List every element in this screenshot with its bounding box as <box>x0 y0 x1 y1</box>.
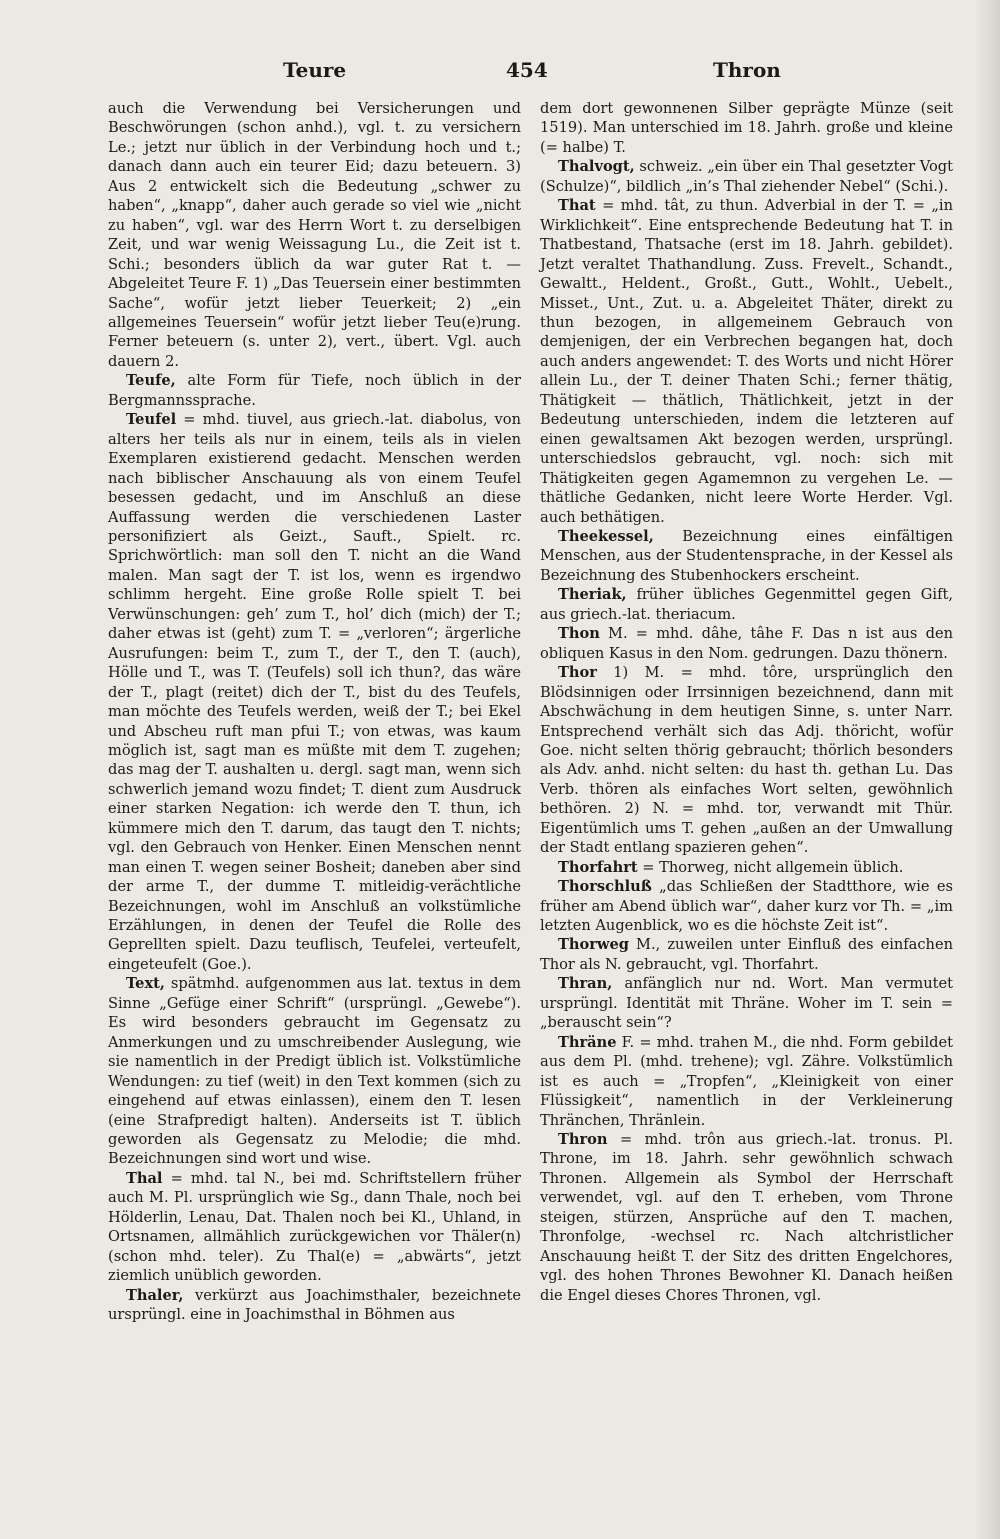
right-text-column <box>540 99 953 1305</box>
dictionary-entry <box>108 410 521 974</box>
entry-body: schweiz. „ein über ein Thal gesetzter Vogt (Schulze)“, bildlich „in’s Thal ziehender Nebel“ (Schi.). <box>540 158 953 195</box>
continued-text <box>540 99 953 157</box>
dictionary-entry <box>540 527 953 585</box>
header-last-word: Thron <box>713 58 781 82</box>
entry-headword: Thaler, <box>126 1286 184 1304</box>
dictionary-entry <box>108 1169 521 1286</box>
entry-headword: Teufe, <box>126 372 176 390</box>
dictionary-entry <box>540 877 953 935</box>
entry-headword: Thon <box>558 625 600 643</box>
dictionary-entry <box>540 585 953 624</box>
entry-headword: Thräne <box>558 1033 617 1051</box>
entry-headword: Thron <box>558 1131 608 1149</box>
dictionary-entry <box>540 858 953 877</box>
binding-shadow <box>974 0 1000 1539</box>
page-number: 454 <box>506 58 548 82</box>
dictionary-entry <box>540 157 953 196</box>
entry-body: „das Schließen der Stadtthore, wie es früher am Abend üblich war“, daher kurz vor Th. = „im letzten Augenblick, wo es die höchste Zeit ist“. <box>540 878 953 935</box>
entry-body: M., zuweilen unter Einfluß des einfachen Thor als N. gebraucht, vgl. Thorfahrt. <box>540 936 953 973</box>
dictionary-entry <box>540 1130 953 1305</box>
dictionary-entry <box>540 1033 953 1130</box>
entry-body: 1) M. = mhd. tôre, ursprünglich den Blödsinnigen oder Irrsinnigen bezeichnend, dann mit Abschwächung in dem heutigen Sinne, s. unter Narr. Entsprechend verhält sich das Adj. thöricht, wofür Goe. nicht selten thörig gebraucht; thörlich besonders als Adv. anhd. nicht selten: du hast th. gethan Lu. Das Verb. thören als einfaches Wort selten, gewöhnlich bethören. 2) N. = mhd. tor, verwandt mit Thür. Eigentümlich ums T. gehen „außen an der Umwallung der Stadt entlang spazieren gehen“. <box>540 664 953 857</box>
entry-headword: Theekessel, <box>558 527 654 545</box>
entry-body: = mhd. tât, zu thun. Adverbial in der T. = „in Wirklichkeit“. Eine entsprechende Bedeutung hat T. in Thatbestand, Thatsache (erst im 18. Jahrh. gebildet). Jetzt veraltet Thathandlung. Zuss. Frevelt., Schandt., Gewaltt., Heldent., Großt., Gutt., Wohlt., Uebelt., Misset., Unt., Zut. u. a. Abgeleitet Thäter, direkt zu thun bezogen, in allgemeinem Gebrauch von demjenigen, der ein Verbrechen begangen hat, doch auch anders angewendet: T. des Worts und nicht Hörer allein Lu., der T. deiner Thaten Schi.; ferner thätig, Thätigkeit — thätlich, Thätlichkeit, jetzt in der Bedeutung unterschieden, indem die letzteren auf einen gewaltsamen Akt bezogen werden, ursprüngl. unterschiedslos gebraucht, vgl. noch: sich mit Thätigkeiten gegen Agamemnon zu vergehen Le. — thätliche Gedanken, nicht leere Worte Herder. Vgl. auch bethätigen. <box>540 197 953 526</box>
entry-headword: Thal <box>126 1169 163 1187</box>
entry-headword: That <box>558 197 596 215</box>
continued-text <box>108 99 521 371</box>
dictionary-entry <box>108 1286 521 1325</box>
dictionary-entry <box>540 663 953 858</box>
dictionary-entry <box>540 935 953 974</box>
dictionary-entry <box>540 624 953 663</box>
entry-body: verkürzt aus Joachimsthaler, bezeichnete ursprüngl. eine in Joachimsthal in Böhmen aus <box>108 1286 521 1324</box>
dictionary-entry <box>540 196 953 527</box>
entry-body: = mhd. trôn aus griech.-lat. tronus. Pl. Throne, im 18. Jahrh. sehr gewöhnlich schwach Thronen. Allgemein als Symbol der Herrschaft verwendet, vgl. auf den T. erheben, vom Throne steigen, stürzen, Ansprüche auf den T. machen, Thronfolge, -wechsel rc. Nach altchristlicher Anschauung heißt T. der Sitz des dritten Engelchores, vgl. des hohen Thrones Bewohner Kl. Danach heißen die Engel dieses Chores Thronen, vgl. <box>540 1131 953 1304</box>
entry-headword: Thorweg <box>558 936 629 954</box>
entry-headword: Theriak, <box>558 586 627 604</box>
entry-headword: Teufel <box>126 411 177 429</box>
running-header <box>108 58 952 88</box>
entry-headword: Thran, <box>558 975 613 993</box>
entry-headword: Thorfahrt <box>558 858 638 876</box>
entry-headword: Thorschluß <box>558 878 652 896</box>
dictionary-entry <box>108 974 521 1169</box>
entry-body: dem dort gewonnenen Silber geprägte Münze (seit 1519). Man unterschied im 18. Jahrh. große und kleine (= halbe) T. <box>540 100 953 156</box>
entry-headword: Text, <box>126 975 165 993</box>
entry-headword: Thalvogt, <box>558 158 635 176</box>
left-text-column <box>108 99 521 1325</box>
entry-body: auch die Verwendung bei Versicherungen und Beschwörungen (schon anhd.), vgl. t. zu versichern Le.; jetzt nur üblich in der Verbindung hoch und t.; danach dann auch ein teurer Eid; dazu beteuern. 3) Aus 2 entwickelt sich die Bedeutung „schwer zu haben“, „knapp“, daher auch gerade so viel wie „nicht zu haben“, vgl. war des Herrn Wort t. zu derselbigen Zeit, und war wenig Weissagung Lu., die Zeit ist t. Schi.; besonders üblich da war guter Rat t. — Abgeleitet Teure F. 1) „Das Teuersein einer bestimmten Sache“, wofür jetzt lieber Teuerkeit; 2) „ein allgemeines Teuersein“ wofür jetzt lieber Teu(e)rung. Ferner beteuern (s. unter 2), vert., übert. Vgl. auch dauern 2. <box>108 100 521 370</box>
entry-body: Bezeichnung eines einfältigen Menschen, aus der Studentensprache, in der Kessel als Bezeichnung des Stubenhockers erscheint. <box>540 527 953 584</box>
entry-body: M. = mhd. dâhe, tâhe F. Das n ist aus den obliquen Kasus in den Nom. gedrungen. Dazu thönern. <box>540 625 953 662</box>
entry-headword: Thor <box>558 664 597 682</box>
entry-body: = mhd. tiuvel, aus griech.-lat. diabolus, von alters her teils als nur in einem, teils als in vielen Exemplaren existierend gedacht. Menschen werden nach biblischer Anschauung als von einem Teufel besessen gedacht, und im Anschluß an diese Auffassung werden die verschiedenen Laster personifiziert als Geizt., Sauft., Spielt. rc. Sprichwörtlich: man soll den T. nicht an die Wand malen. Man sagt der T. ist los, wenn es irgendwo schlimm hergeht. Eine große Rolle spielt T. bei Verwünschungen: geh’ zum T., hol’ dich (mich) der T.; daher etwas ist (geht) zum T. = „verloren“; ärgerliche Ausrufungen: beim T., zum T., der T., den T. (auch), Hölle und T., was T. (Teufels) soll ich thun?, das wäre der T., plagt (reitet) dich der T., bist du des Teufels, man möchte des Teufels werden, weiß der T.; bei Ekel und Abscheu ruft man pfui T.; von etwas, was kaum möglich ist, sagt man es müßte mit dem T. zugehen; das mag der T. aushalten u. dergl. sagt man, wenn sich schwerlich jemand wozu findet; T. dient zum Ausdruck einer starken Negation: ich werde den T. thun, ich kümmere mich den T. darum, das taugt den T. nichts; vgl. den Gebrauch von Henker. Einen Menschen nennt man einen T. wegen seiner Bosheit; daneben aber sind der arme T., der dumme T. mitleidig-verächtliche Bezeichnungen, wohl im Anschluß an volkstümliche Erzählungen, in denen der Teufel die Rolle des Geprellten spielt. Dazu teuflisch, Teufelei, verteufelt, eingeteufelt (Goe.). <box>108 411 521 973</box>
entry-body: = Thorweg, nicht allgemein üblich. <box>637 858 904 876</box>
entry-body: spätmhd. aufgenommen aus lat. textus in dem Sinne „Gefüge einer Schrift“ (ursprüngl. „Gewebe“). Es wird besonders gebraucht im Gegensatz zu Anmerkungen und zu umschreibender Auslegung, wie sie namentlich in der Predigt üblich ist. Volkstümliche Wendungen: zu tief (weit) in den Text kommen (sich zu eingehend auf etwas einlassen), einem den T. lesen (eine Strafpredigt halten). Anderseits ist T. üblich geworden als Gegensatz zu Melodie; die mhd. Bezeichnungen sind wort und wise. <box>108 975 521 1168</box>
dictionary-entry <box>108 371 521 410</box>
entry-body: anfänglich nur nd. Wort. Man vermutet ursprüngl. Identität mit Thräne. Woher im T. sein = „berauscht sein“? <box>540 975 953 1032</box>
entry-body: = mhd. tal N., bei md. Schriftstellern früher auch M. Pl. ursprünglich wie Sg., dann Thale, noch bei Hölderlin, Lenau, Dat. Thalen noch bei Kl., Uhland, in Ortsnamen, allmählich zurückgewichen vor Thäler(n) (schon mhd. teler). Zu Thal(e) = „abwärts“, jetzt ziemlich unüblich geworden. <box>108 1169 521 1285</box>
dictionary-entry <box>540 974 953 1032</box>
entry-body: früher übliches Gegenmittel gegen Gift, aus griech.-lat. theriacum. <box>540 586 953 623</box>
entry-body: F. = mhd. trahen M., die nhd. Form gebildet aus dem Pl. (mhd. trehene); vgl. Zähre. Volkstümlich ist es auch = „Tropfen“, „Kleinigkeit von einer Flüssigkeit“, namentlich in der Verkleinerung Thränchen, Thränlein. <box>540 1033 953 1129</box>
entry-body: alte Form für Tiefe, noch üblich in der Bergmannssprache. <box>108 372 521 409</box>
header-first-word: Teure <box>283 58 347 82</box>
